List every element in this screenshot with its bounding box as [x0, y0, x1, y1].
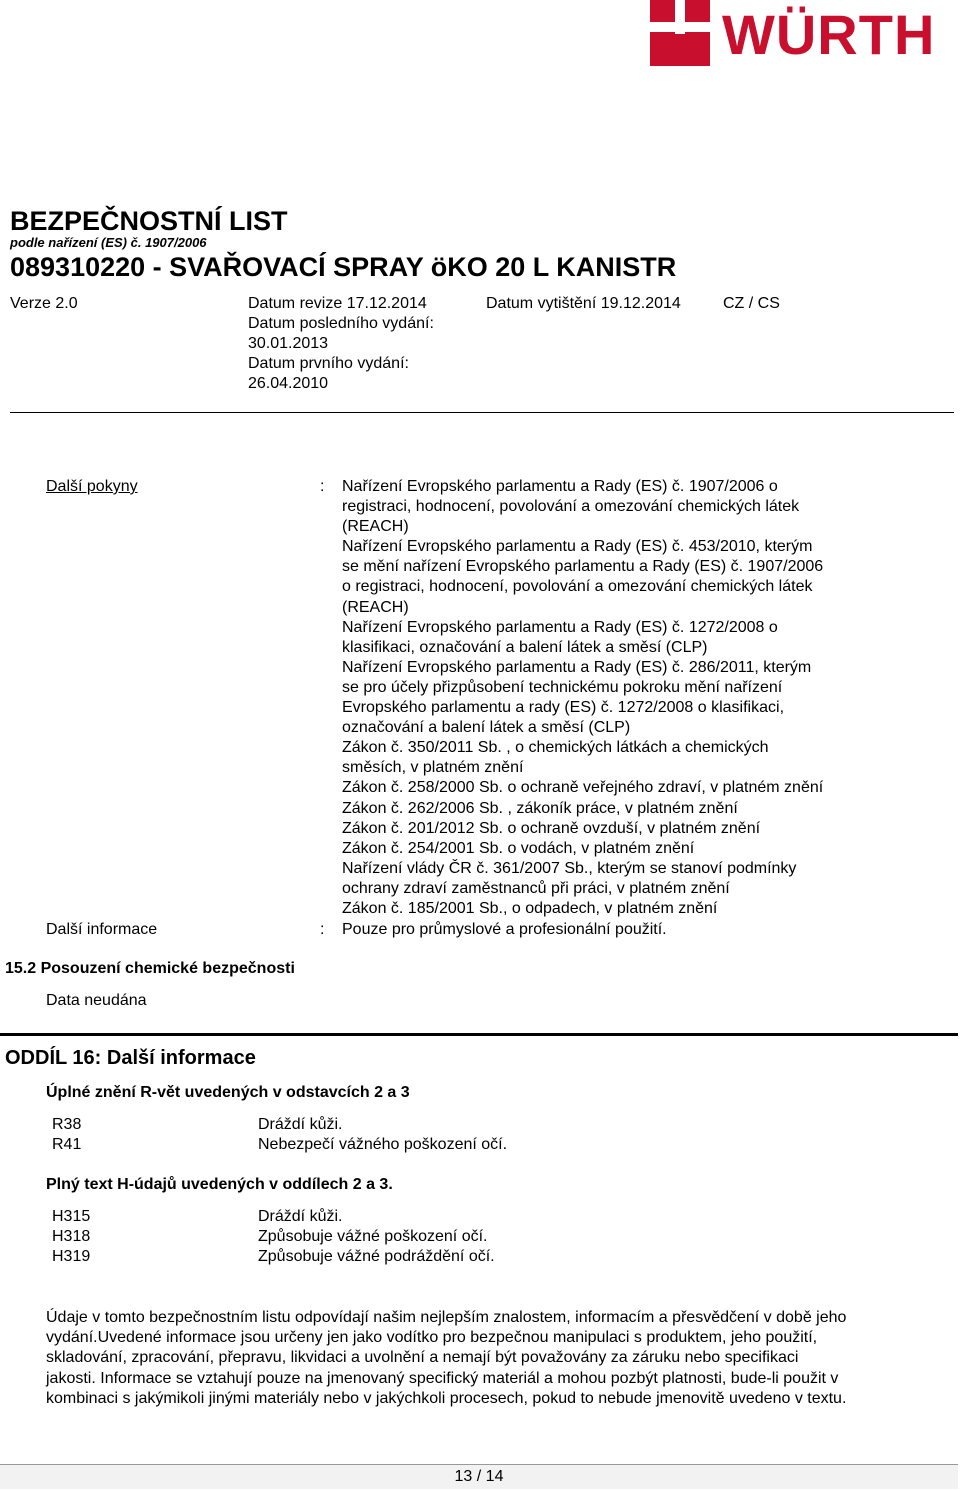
disclaimer-line: skladování, zpracování, přepravu, likvidaci a uvolnění a nemají být považovány za záruku nebo specifikaci: [46, 1349, 799, 1367]
r-phrase-text: Nebezpečí vážného poškození očí.: [258, 1136, 508, 1153]
guidance-line: označování a balení látek a směsí (CLP): [342, 719, 631, 737]
r-phrase-code: R38: [52, 1116, 82, 1133]
guidance-line: se mění nařízení Evropského parlamentu a Rady (ES) č. 1907/2006: [342, 558, 824, 576]
h-phrases-heading: Plný text H-údajů uvedených v oddílech 2 a 3.: [46, 1176, 393, 1193]
disclaimer-line: kombinaci s jakýmikoli jinými materiály nebo v jakýchkoli procesech, pokud to nebude jmenovitě uvedeno v textu.: [46, 1389, 847, 1407]
document-subtitle: podle nařízení (ES) č. 1907/2006: [10, 235, 207, 250]
guidance-line: směsích, v platném znění: [342, 759, 524, 777]
last-issue-date: 30.01.2013: [248, 335, 329, 352]
guidance-line: ochrany zdraví zaměstnanců při práci, v platném znění: [342, 879, 730, 897]
h-phrase-text: Dráždí kůži.: [258, 1208, 343, 1225]
section-divider: [0, 1033, 958, 1036]
r-phrase-text: Dráždí kůži.: [258, 1116, 343, 1133]
first-issue-date: 26.04.2010: [248, 375, 329, 392]
logo-mark: [650, 0, 710, 66]
further-guidance-text: [342, 477, 902, 919]
document-title: BEZPEČNOSTNÍ LIST: [10, 206, 288, 236]
disclaimer-line: Údaje v tomto bezpečnostním listu odpovídají našim nejlepším znalostem, informacím a přesvědčení v době jeho: [46, 1309, 847, 1326]
h-phrase-text: Způsobuje vážné podráždění očí.: [258, 1248, 495, 1265]
h-phrase-code: H319: [52, 1248, 91, 1265]
language-code: CZ / CS: [723, 295, 780, 312]
last-issue-label: Datum posledního vydání:: [248, 315, 434, 332]
r-phrase-code: R41: [52, 1136, 82, 1153]
wurth-logo: [650, 0, 960, 68]
guidance-line: Zákon č. 185/2001 Sb., o odpadech, v platném znění: [342, 899, 718, 917]
print-date: Datum vytištění 19.12.2014: [486, 295, 681, 312]
guidance-line: Zákon č. 201/2012 Sb. o ochraně ovzduší, v platném znění: [342, 819, 761, 837]
h-phrase-text: Způsobuje vážné poškození očí.: [258, 1228, 488, 1245]
logo-mark-icon: [650, 0, 710, 66]
logo-wordmark: WÜRTH: [722, 3, 936, 66]
page-number: 13 / 14: [454, 1468, 504, 1485]
guidance-line: Nařízení Evropského parlamentu a Rady (ES) č. 453/2010, kterým: [342, 538, 813, 556]
guidance-line: registraci, hodnocení, povolování a omezování chemických látek: [342, 498, 800, 516]
guidance-line: klasifikaci, označování a balení látek a směsí (CLP): [342, 638, 708, 656]
guidance-line: Evropského parlamentu a rady (ES) č. 1272/2008 o klasifikaci,: [342, 699, 785, 717]
guidance-line: Zákon č. 262/2006 Sb. , zákoník práce, v platném znění: [342, 799, 738, 817]
further-info-label: Další informace: [46, 921, 158, 938]
revision-date: Datum revize 17.12.2014: [248, 295, 427, 312]
guidance-line: Zákon č. 254/2001 Sb. o vodách, v platném znění: [342, 839, 695, 857]
section16-heading: ODDÍL 16: Další informace: [5, 1047, 256, 1069]
guidance-line: Nařízení Evropského parlamentu a Rady (ES) č. 286/2011, kterým: [342, 658, 812, 676]
product-title: 089310220 - SVAŘOVACÍ SPRAY öKO 20 L KANISTR: [10, 252, 677, 282]
disclaimer: [46, 1308, 936, 1409]
disclaimer-line: jakosti. Informace se vztahují pouze na jmenovaný specifický materiál a mohou pozbýt platnosti, bude-li použit v: [46, 1369, 839, 1387]
version: Verze 2.0: [10, 295, 78, 312]
colon: :: [320, 478, 325, 495]
further-info-value: Pouze pro průmyslové a profesionální použití.: [342, 921, 667, 938]
h-phrase-code: H318: [52, 1228, 91, 1245]
guidance-line: (REACH): [342, 598, 409, 616]
further-guidance-label: Další pokyny: [46, 478, 138, 495]
guidance-line: Zákon č. 258/2000 Sb. o ochraně veřejného zdraví, v platném znění: [342, 779, 824, 797]
guidance-line: se pro účely přizpůsobení technickému pokroku mění nařízení: [342, 678, 783, 696]
csa-heading: 15.2 Posouzení chemické bezpečnosti: [5, 960, 295, 977]
guidance-line: (REACH): [342, 518, 409, 536]
guidance-line: Zákon č. 350/2011 Sb. , o chemických látkách a chemických: [342, 739, 769, 757]
first-issue-label: Datum prvního vydání:: [248, 355, 409, 372]
header-divider: [10, 412, 954, 413]
h-phrase-code: H315: [52, 1208, 91, 1225]
guidance-line: Nařízení Evropského parlamentu a Rady (ES) č. 1907/2006 o: [342, 478, 778, 495]
guidance-line: Nařízení vlády ČR č. 361/2007 Sb., kterým se stanoví podmínky: [342, 859, 797, 877]
disclaimer-line: vydání.Uvedené informace jsou určeny jen jako vodítko pro bezpečnou manipulaci s produktem, jeho použití,: [46, 1329, 818, 1347]
colon: :: [320, 921, 325, 938]
r-phrases-heading: Úplné znění R-vět uvedených v odstavcích 2 a 3: [46, 1084, 410, 1101]
csa-text: Data neudána: [46, 992, 147, 1009]
guidance-line: o registraci, hodnocení, povolování a omezování chemických látek: [342, 578, 813, 596]
guidance-line: Nařízení Evropského parlamentu a Rady (ES) č. 1272/2008 o: [342, 618, 778, 636]
